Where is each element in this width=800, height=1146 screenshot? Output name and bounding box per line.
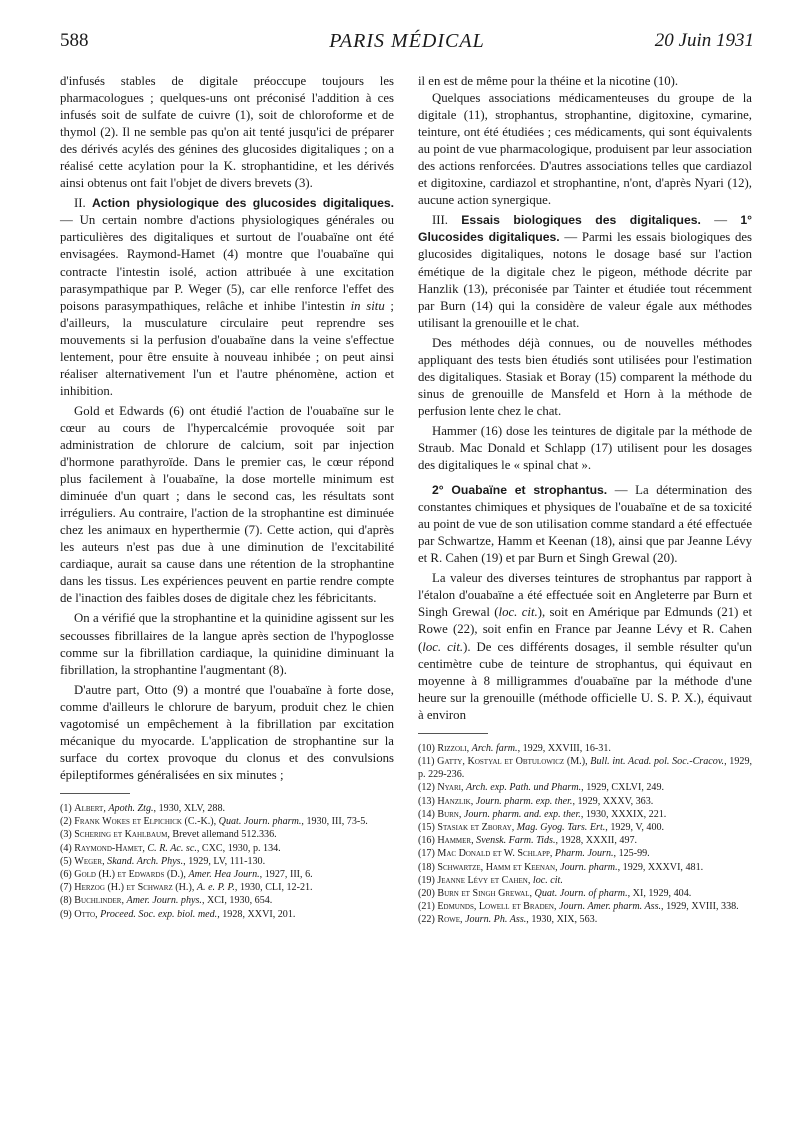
footnote-journal: Arch. farm. bbox=[471, 742, 518, 754]
left-column bbox=[60, 73, 394, 921]
footnote-author: Rizzoli bbox=[437, 742, 467, 754]
paragraph: On a vérifié que la strophantine et la quinidine agissent sur les secousses fibrillaires de la langue après section de l'hypoglosse comme sur la fibrillation cardiaque, la quinidine diminuant la fibrillation, la strophantine l'augmentant (8). bbox=[60, 611, 394, 677]
footnote: (5) Weger, Skand. Arch. Phys., 1929, LV, 111-130. bbox=[60, 855, 266, 867]
footnotes bbox=[60, 802, 394, 921]
right-column bbox=[418, 73, 752, 927]
footnote-journal: Arch. exp. Path. und Pharm. bbox=[466, 782, 582, 794]
footnote-journal: Quat. Journ. pharm. bbox=[218, 816, 302, 828]
footnote: (18) Schwartze, Hamm et Keenan, Journ. pharm., 1929, XXXVI, 481. bbox=[418, 861, 704, 873]
page-header bbox=[60, 30, 754, 60]
footnote-journal: Pharm. Journ. bbox=[554, 848, 614, 860]
footnote: (4) Raymond-Hamet, C. R. Ac. sc., CXC, 1930, p. 134. bbox=[60, 842, 281, 854]
footnote-author: Hammer bbox=[437, 835, 472, 847]
paragraph: La valeur des diverses teintures de strophantus par rapport à l'étalon d'ouabaïne a été effectuée soit en Angleterre par Burn et Singh Grewal (loc. cit.), soit en Amérique par Edmunds (21) et Rowe (22), soit enfin en France par Jeanne Lévy et R. Cahen (loc. cit.). De ces différents dosages, il semble résulter qu'un centimètre cube de teinture de strophantus, qui équivaut en moyenne à 8 milligrammes d'ouabaïne par la méthode d'une heure sur la grenouille (méthode officielle U. S. P. X.), équivaut à environ bbox=[418, 571, 753, 722]
footnote-author: Burn bbox=[437, 808, 459, 820]
footnote-author: Frank Wokes et Elpichick (C.-K.) bbox=[74, 816, 214, 828]
footnote: (9) Otto, Proceed. Soc. exp. biol. med., 1928, XXVI, 201. bbox=[60, 908, 296, 920]
footnote-journal: Journ. Ph. Ass. bbox=[465, 914, 527, 926]
footnote-journal: Journ. Amer. pharm. Ass. bbox=[559, 901, 662, 913]
footnote-author: Mac Donald et W. Schlapp bbox=[437, 848, 550, 860]
footnote-journal: Svensk. Farm. Tids. bbox=[476, 835, 556, 847]
footnote-author: Jeanne Lévy et Cahen bbox=[437, 874, 528, 886]
footnote-journal: Bull. int. Acad. pol. Soc.-Cracov. bbox=[590, 755, 725, 767]
footnote-author: Edmunds, Lowell et Braden bbox=[437, 901, 554, 913]
footnote-journal: Proceed. Soc. exp. biol. med. bbox=[100, 908, 218, 920]
section-paragraph: 2° Ouabaïne et strophantus. — La détermination des constantes chimiques et physiques de l'ouabaïne et de sa toxicité au point de vue de son utilisation comme standard a été effectuée par Schwartze, Hamm et Keenan (18), ainsi que par Jeanne Lévy et R. Cahen (19) et par Burn et Singh Grewal (20). bbox=[418, 483, 752, 566]
footnote: (21) Edmunds, Lowell et Braden, Journ. Amer. pharm. Ass., 1929, XVIII, 338. bbox=[418, 901, 739, 913]
footnote-author: Albert bbox=[74, 802, 104, 814]
footnote-journal: loc. cit. bbox=[532, 874, 563, 886]
section-heading: Essais biologiques des digitaliques. bbox=[461, 213, 701, 228]
footnote-journal: Quat. Journ. of pharm. bbox=[534, 887, 628, 899]
footnote: (16) Hammer, Svensk. Farm. Tids., 1928, XXXII, 497. bbox=[418, 835, 638, 847]
footnote-journal: Mag. Gyog. Tars. Ert. bbox=[516, 821, 606, 833]
section-number: II. bbox=[74, 196, 92, 211]
footnote-journal: Apoth. Ztg. bbox=[108, 802, 154, 814]
footnote: (15) Stasiak et Zboray, Mag. Gyog. Tars. Ert., 1929, V, 400. bbox=[418, 821, 665, 833]
footnote: (13) Hanzlik, Journ. pharm. exp. ther., 1929, XXXV, 363. bbox=[418, 795, 654, 807]
footnote: (3) Schering et Kahlbaum, Brevet allemand 512.336. bbox=[60, 829, 277, 841]
section-paragraph: II. Action physiologique des glucosides digitaliques. — Un certain nombre d'actions physiologiques générales ou particulières des digitaliques et surtout de l'ouabaïne ont été envisagées. Raymond-Hamet (4) montre que l'ouabaïne qui contracte l'intestin isolé, action attribuée à une excitation parasympathique par P. Weger (5), car elle renforce l'effet des poisons parasympathiques, relâche et inhibe l'intestin in situ ; d'ailleurs, la musculature circulaire peut reprendre ses mouvements si la perfusion d'ouabaïne dans la veine s'effectue lentement, pour être ensuite à nouveau inhibée ; on peut ainsi réaliser alternativement l'un et l'autre phénomène, action et inhibition. bbox=[60, 196, 395, 398]
footnote: (2) Frank Wokes et Elpichick (C.-K.), Quat. Journ. pharm., 1930, III, 73-5. bbox=[60, 816, 368, 828]
footnote-divider bbox=[418, 733, 488, 734]
footnote-author: Raymond-Hamet bbox=[74, 842, 143, 854]
footnote-author: Nyari bbox=[437, 782, 461, 794]
journal-title: PARIS MÉDICAL bbox=[329, 30, 485, 52]
section-heading: Action physiologique des glucosides digitaliques. bbox=[91, 196, 395, 211]
footnote: (12) Nyari, Arch. exp. Path. und Pharm., 1929, CXLVI, 249. bbox=[418, 782, 665, 794]
footnote-journal: C. R. Ac. sc. bbox=[147, 842, 197, 854]
subsection-heading: 2° Ouabaïne et strophantus. bbox=[432, 483, 608, 498]
footnote: (11) Gatty, Kostyal et Obtulowicz (M.), Bull. int. Acad. pol. Soc.-Cracov., 1929, p. 229-236. bbox=[418, 755, 753, 781]
footnote-author: Stasiak et Zboray bbox=[437, 821, 512, 833]
footnote-author: Buchlinder bbox=[74, 895, 122, 907]
section-paragraph: III. Essais biologiques des digitaliques. — 1° Glucosides digitaliques. — Parmi les essais biologiques des glucosides digitaliques, notons le dosage basé sur l'action émétique de la digitale chez le pigeon, méthode décrite par Hanzlik (13), préconisée par Tainter et étudiée tout récemment par Burn (14) qui la considère de valeur égale aux méthodes utilisant la grenouille et le chat. bbox=[418, 213, 753, 330]
footnotes bbox=[418, 742, 752, 927]
footnote-author: Hanzlik bbox=[437, 795, 471, 807]
paragraph: D'autre part, Otto (9) a montré que l'ouabaïne à forte dose, comme d'ailleurs le chlorure de baryum, produit chez le chien vagotomisé un empêchement à la fibrillation par excitation mécanique du myocarde. L'application de strophantine sur la surface du cortex provoque du clonus et des convulsions épileptiformes généralisées en six minutes ; bbox=[60, 682, 394, 782]
footnote-journal: Amer. Hea Journ. bbox=[188, 868, 260, 880]
paragraph: Des méthodes déjà connues, ou de nouvelles méthodes appliquant des tests bien étudiés sont utilisées pour l'estimation des digitaliques. Stasiak et Boray (15) comparent la méthode du sinus de grenouille de Mansfeld et Horn à la méthode de perfusion lente chez le chat. bbox=[418, 335, 752, 418]
paragraph: d'infusés stables de digitale préoccupe toujours les pharmacologues ; quelques-uns ont préconisé l'addition à ces infusés soit de sulfate de cuivre (1), soit de chloroforme et de thymol (2). Il ne semble pas qu'on ait tenté jusqu'ici de préparer des dérivés acylés des génines des glucosides digitaliques ; on a réalisé cette acylation pour la K. strophantidine, et les dérivés ainsi obtenus ont fait l'objet de divers brevets (3). bbox=[60, 74, 394, 191]
footnote-journal: Skand. Arch. Phys. bbox=[107, 855, 184, 867]
footnote-author: Weger bbox=[74, 855, 103, 867]
paragraph: Gold et Edwards (6) ont étudié l'action de l'ouabaïne sur le cœur au cours de l'hypercalcémie provoquée soit par administration de chlorure de calcium, soit par injection d'hormone parathyroïde. Dans le premier cas, le cœur répond plus facilement à l'ouabaïne, la dose mortelle minimum est diminuée d'un quart ; dans le second cas, les résultats sont irréguliers. Au contraire, l'action de la strophantine est diminuée chez les animaux en hyperthermie (7). Cette action, qui d'après les auteurs n'est pas due à une diminution de l'excitabilité cardiaque, aurait sa cause dans une rétention de la strophantine dans les tissus. Les expériences peuvent en partie rendre compte de l'inaction des faibles doses de digitale chez les fébricitants. bbox=[60, 403, 394, 606]
paragraph: il en est de même pour la théine et la nicotine (10). bbox=[418, 74, 679, 88]
issue-date: 20 Juin 1931 bbox=[654, 30, 754, 51]
footnote-journal: Amer. Journ. phys. bbox=[126, 895, 202, 907]
footnote-journal: Journ. pharm. bbox=[560, 861, 618, 873]
paragraph: Quelques associations médicamenteuses du groupe de la digitale (11), strophantus, strophantine, digitoxine, cymarine, teinture, ont été étudiées ; ces médicaments, qui sont équivalents au point de vue pharmacologique, produisent par leur association des actions renforcées. D'autres associations telles que cardiazol et digitoxine, cardiazol et strophantine, n'ont, d'après Nyari (12), aucune action synergique. bbox=[418, 91, 752, 208]
footnote-author: Schering et Kahlbaum bbox=[74, 829, 168, 841]
footnote: (6) Gold (H.) et Edwards (D.), Amer. Hea Journ., 1927, III, 6. bbox=[60, 868, 313, 880]
footnote: (7) Herzog (H.) et Schwarz (H.), A. e. P. P., 1930, CLI, 12-21. bbox=[60, 882, 313, 894]
footnote-author: Gatty, Kostyal et Obtulowicz (M.) bbox=[437, 755, 586, 767]
footnote-divider bbox=[60, 793, 130, 794]
footnote-author: Gold (H.) et Edwards (D.) bbox=[74, 868, 184, 880]
footnote-author: Schwartze, Hamm et Keenan bbox=[437, 861, 556, 873]
page-number: 588 bbox=[60, 30, 89, 51]
subsection-heading: 1° Glucosides digitaliques. bbox=[418, 213, 752, 245]
footnote: (22) Rowe, Journ. Ph. Ass., 1930, XIX, 563. bbox=[418, 914, 598, 926]
footnote: (8) Buchlinder, Amer. Journ. phys., XCI, 1930, 654. bbox=[60, 895, 273, 907]
footnote: (17) Mac Donald et W. Schlapp, Pharm. Journ., 125-99. bbox=[418, 848, 650, 860]
footnote: (1) Albert, Apoth. Ztg., 1930, XLV, 288. bbox=[60, 802, 226, 814]
paragraph: Hammer (16) dose les teintures de digitale par la méthode de Straub. Mac Donald et Schlapp (17) utilisent pour les dosages des digitaliques le « spinal chat ». bbox=[418, 423, 752, 473]
section-number: III. bbox=[432, 213, 462, 228]
footnote: (20) Burn et Singh Grewal, Quat. Journ. of pharm., XI, 1929, 404. bbox=[418, 887, 692, 899]
footnote-journal: A. e. P. P. bbox=[196, 882, 235, 894]
footnote: (19) Jeanne Lévy et Cahen, loc. cit. bbox=[418, 874, 563, 886]
footnote: (14) Burn, Journ. pharm. and. exp. ther., 1930, XXXIX, 221. bbox=[418, 808, 667, 820]
footnote-author: Otto bbox=[74, 908, 96, 920]
footnote-author: Rowe bbox=[437, 914, 461, 926]
footnote-journal: Journ. pharm. exp. ther. bbox=[475, 795, 573, 807]
footnote-journal: Journ. pharm. and. exp. ther. bbox=[463, 808, 581, 820]
footnote-author: Burn et Singh Grewal bbox=[437, 887, 530, 899]
footnote-author: Herzog (H.) et Schwarz (H.) bbox=[74, 882, 192, 894]
footnote: (10) Rizzoli, Arch. farm., 1929, XXVIII, 16-31. bbox=[418, 742, 611, 754]
